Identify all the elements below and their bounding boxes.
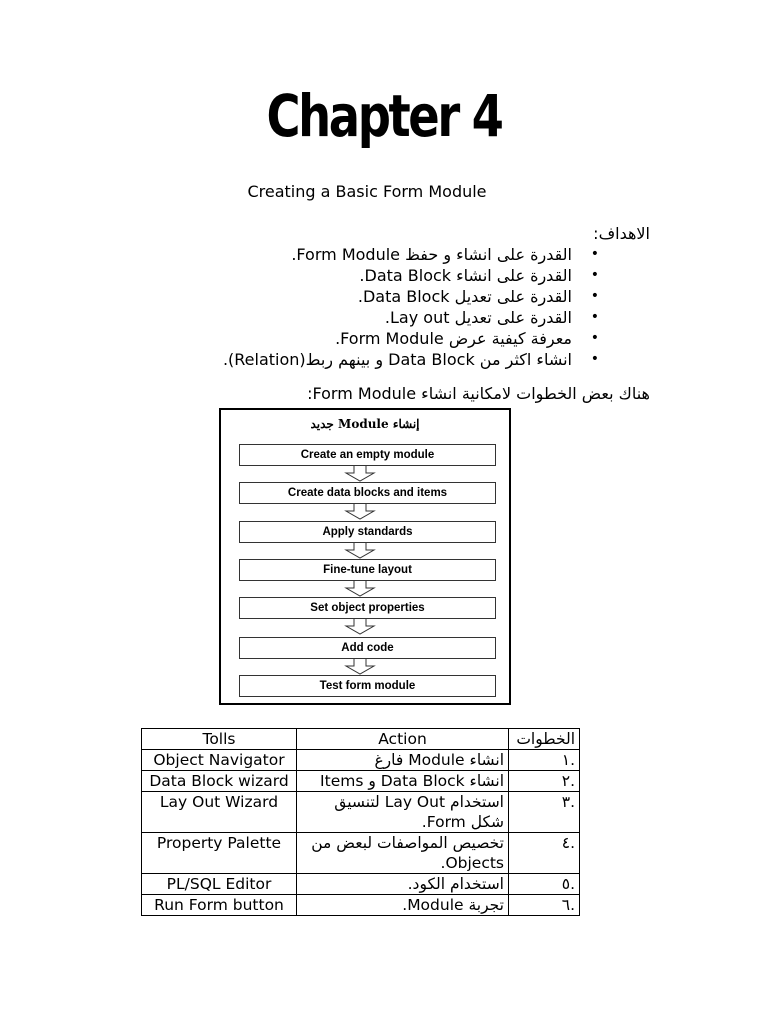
flow-diagram xyxy=(219,408,511,705)
flow-step: Create data blocks and items xyxy=(239,482,496,504)
goals-label: الاهداف: xyxy=(593,224,650,243)
goal-item xyxy=(223,265,599,286)
bullet-icon: • xyxy=(590,351,599,367)
step-number-cell: .٥ xyxy=(509,874,580,895)
goal-text: القدرة على انشاء و حفظ Form Module. xyxy=(291,245,572,264)
down-arrow-icon xyxy=(342,466,378,482)
tool-cell: PL/SQL Editor xyxy=(142,874,297,895)
goal-text: القدرة على تعديل Lay out. xyxy=(384,308,572,327)
table-row xyxy=(142,771,580,792)
step-number-cell: .١ xyxy=(509,750,580,771)
tool-cell: Lay Out Wizard xyxy=(142,792,297,833)
table-row xyxy=(142,895,580,916)
step-number-cell: .٦ xyxy=(509,895,580,916)
flow-step: Fine-tune layout xyxy=(239,559,496,581)
step-number-cell: .٣ xyxy=(509,792,580,833)
flow-step: Test form module xyxy=(239,675,496,697)
flow-step: Create an empty module xyxy=(239,444,496,466)
header-action: Action xyxy=(297,729,509,750)
goal-text: القدرة على تعديل Data Block. xyxy=(357,287,572,306)
goals-list xyxy=(222,244,599,370)
bullet-icon: • xyxy=(590,267,599,283)
chapter-subtitle: Creating a Basic Form Module xyxy=(247,182,487,201)
table-row xyxy=(142,874,580,895)
table-row xyxy=(142,750,580,771)
flow-step: Apply standards xyxy=(239,521,496,543)
goal-text: معرفة كيفية عرض Form Module. xyxy=(335,329,572,348)
tool-cell: Run Form button xyxy=(142,895,297,916)
goal-item xyxy=(223,244,599,265)
goal-item xyxy=(223,328,599,349)
step-number-cell: .٤ xyxy=(509,833,580,874)
header-tools: Tolls xyxy=(142,729,297,750)
step-number-cell: .٢ xyxy=(509,771,580,792)
goal-text: انشاء اكثر من Data Block و بينهم ربط(Relation). xyxy=(222,350,572,369)
action-cell: انشاء Data Block و Items xyxy=(297,771,509,792)
down-arrow-icon xyxy=(342,504,378,520)
down-arrow-icon xyxy=(342,543,378,559)
action-cell: تخصيص المواصفات لبعض من Objects. xyxy=(297,833,509,874)
flow-step: Add code xyxy=(239,637,496,659)
down-arrow-icon xyxy=(342,619,378,635)
goal-text: القدرة على انشاء Data Block. xyxy=(359,266,572,285)
header-steps: الخطوات xyxy=(509,729,580,750)
steps-intro: هناك بعض الخطوات لامكانية انشاء Form Module: xyxy=(307,384,650,403)
down-arrow-icon xyxy=(342,659,378,675)
table-row xyxy=(142,792,580,833)
action-cell: تجربة Module. xyxy=(297,895,509,916)
chapter-title: Chapter 4 xyxy=(266,82,502,150)
table-row xyxy=(142,833,580,874)
goal-item xyxy=(223,286,599,307)
tool-cell: Data Block wizard xyxy=(142,771,297,792)
bullet-icon: • xyxy=(590,246,599,262)
down-arrow-icon xyxy=(342,581,378,597)
action-cell: استخدام الكود. xyxy=(297,874,509,895)
tool-cell: Property Palette xyxy=(142,833,297,874)
bullet-icon: • xyxy=(590,309,599,325)
action-cell: انشاء Module فارغ xyxy=(297,750,509,771)
goal-item xyxy=(223,307,599,328)
goal-item xyxy=(222,349,599,370)
flow-step: Set object properties xyxy=(239,597,496,619)
bullet-icon: • xyxy=(590,288,599,304)
bullet-icon: • xyxy=(590,330,599,346)
flow-title: إنشاء Module جديد xyxy=(310,417,420,431)
action-cell: استخدام Lay Out لتنسيق شكل Form. xyxy=(297,792,509,833)
table-header-row xyxy=(142,729,580,750)
tool-cell: Object Navigator xyxy=(142,750,297,771)
steps-table xyxy=(141,728,580,916)
